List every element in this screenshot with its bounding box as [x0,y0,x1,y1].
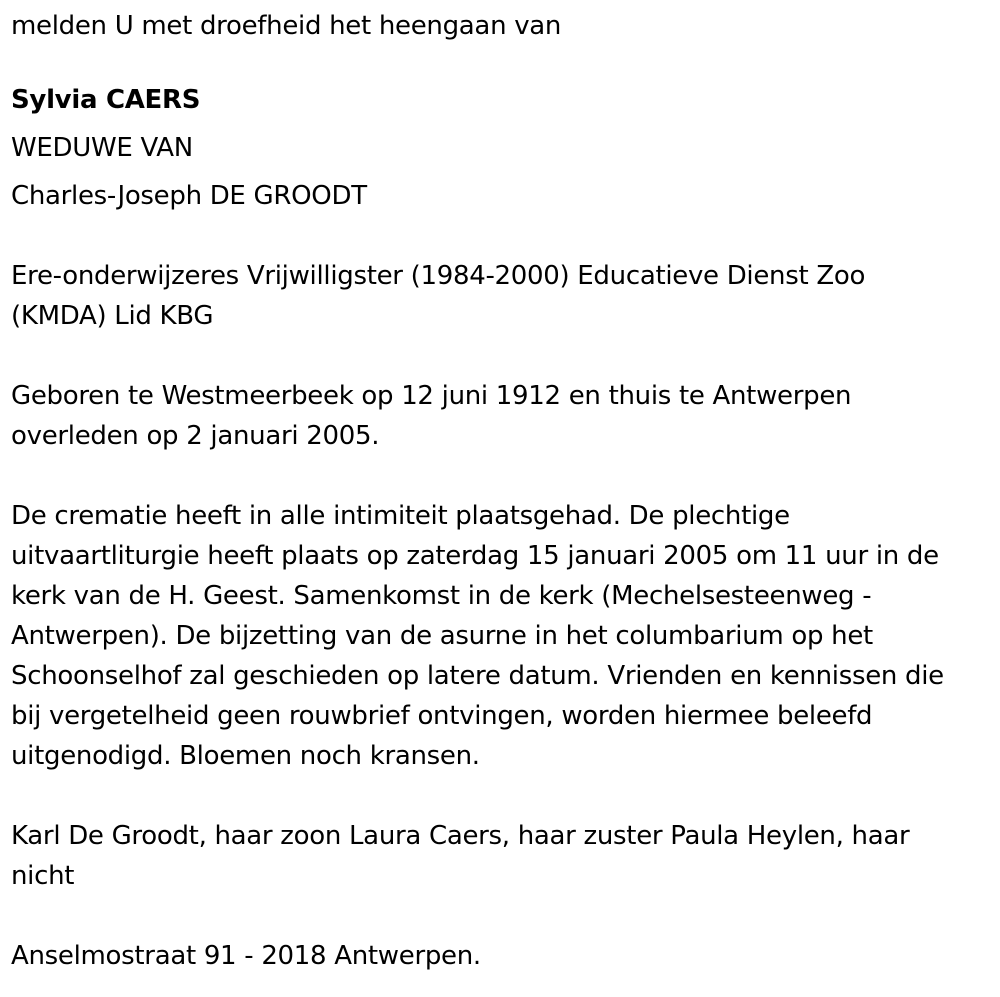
occupation-line: (KMDA) Lid KBG [11,301,214,331]
spacer [11,216,991,256]
deceased-status: WEDUWE VAN [11,133,193,163]
occupation-paragraph [11,256,991,336]
ceremony-line: Antwerpen). De bijzetting van de asurne in het columbarium op het [11,621,873,651]
spacer [11,896,991,936]
ceremony-line: De crematie heeft in alle intimiteit plaatsgehad. De plechtige [11,501,790,531]
occupation-line: Ere-onderwijzeres Vrijwilligster (1984-2000) Educatieve Dienst Zoo [11,261,866,291]
intro-text: melden U met droefheid het heengaan van [11,11,562,41]
ceremony-line: uitgenodigd. Bloemen noch kransen. [11,741,480,771]
birth-death-line: overleden op 2 januari 2005. [11,421,380,451]
ceremony-line: kerk van de H. Geest. Samenkomst in de kerk (Mechelsesteenweg - [11,581,872,611]
deceased-name: Sylvia CAERS [11,85,201,115]
spacer [11,456,991,496]
spacer [11,776,991,816]
birth-death-line: Geboren te Westmeerbeek op 12 juni 1912 en thuis te Antwerpen [11,381,852,411]
obituary-notice [11,0,991,976]
birth-death-paragraph [11,376,991,456]
family-line: Karl De Groodt, haar zoon Laura Caers, haar zuster Paula Heylen, haar [11,821,910,851]
ceremony-paragraph [11,496,991,776]
ceremony-line: bij vergetelheid geen rouwbrief ontvingen, worden hiermee beleefd [11,701,873,731]
spacer [11,46,991,80]
ceremony-line: uitvaartliturgie heeft plaats op zaterdag 15 januari 2005 om 11 uur in de [11,541,939,571]
spacer [11,336,991,376]
ceremony-line: Schoonselhof zal geschieden op latere datum. Vrienden en kennissen die [11,661,944,691]
address-text: Anselmostraat 91 - 2018 Antwerpen. [11,941,481,971]
spouse-name: Charles-Joseph DE GROODT [11,181,367,211]
family-line: nicht [11,861,75,891]
family-paragraph [11,816,991,896]
